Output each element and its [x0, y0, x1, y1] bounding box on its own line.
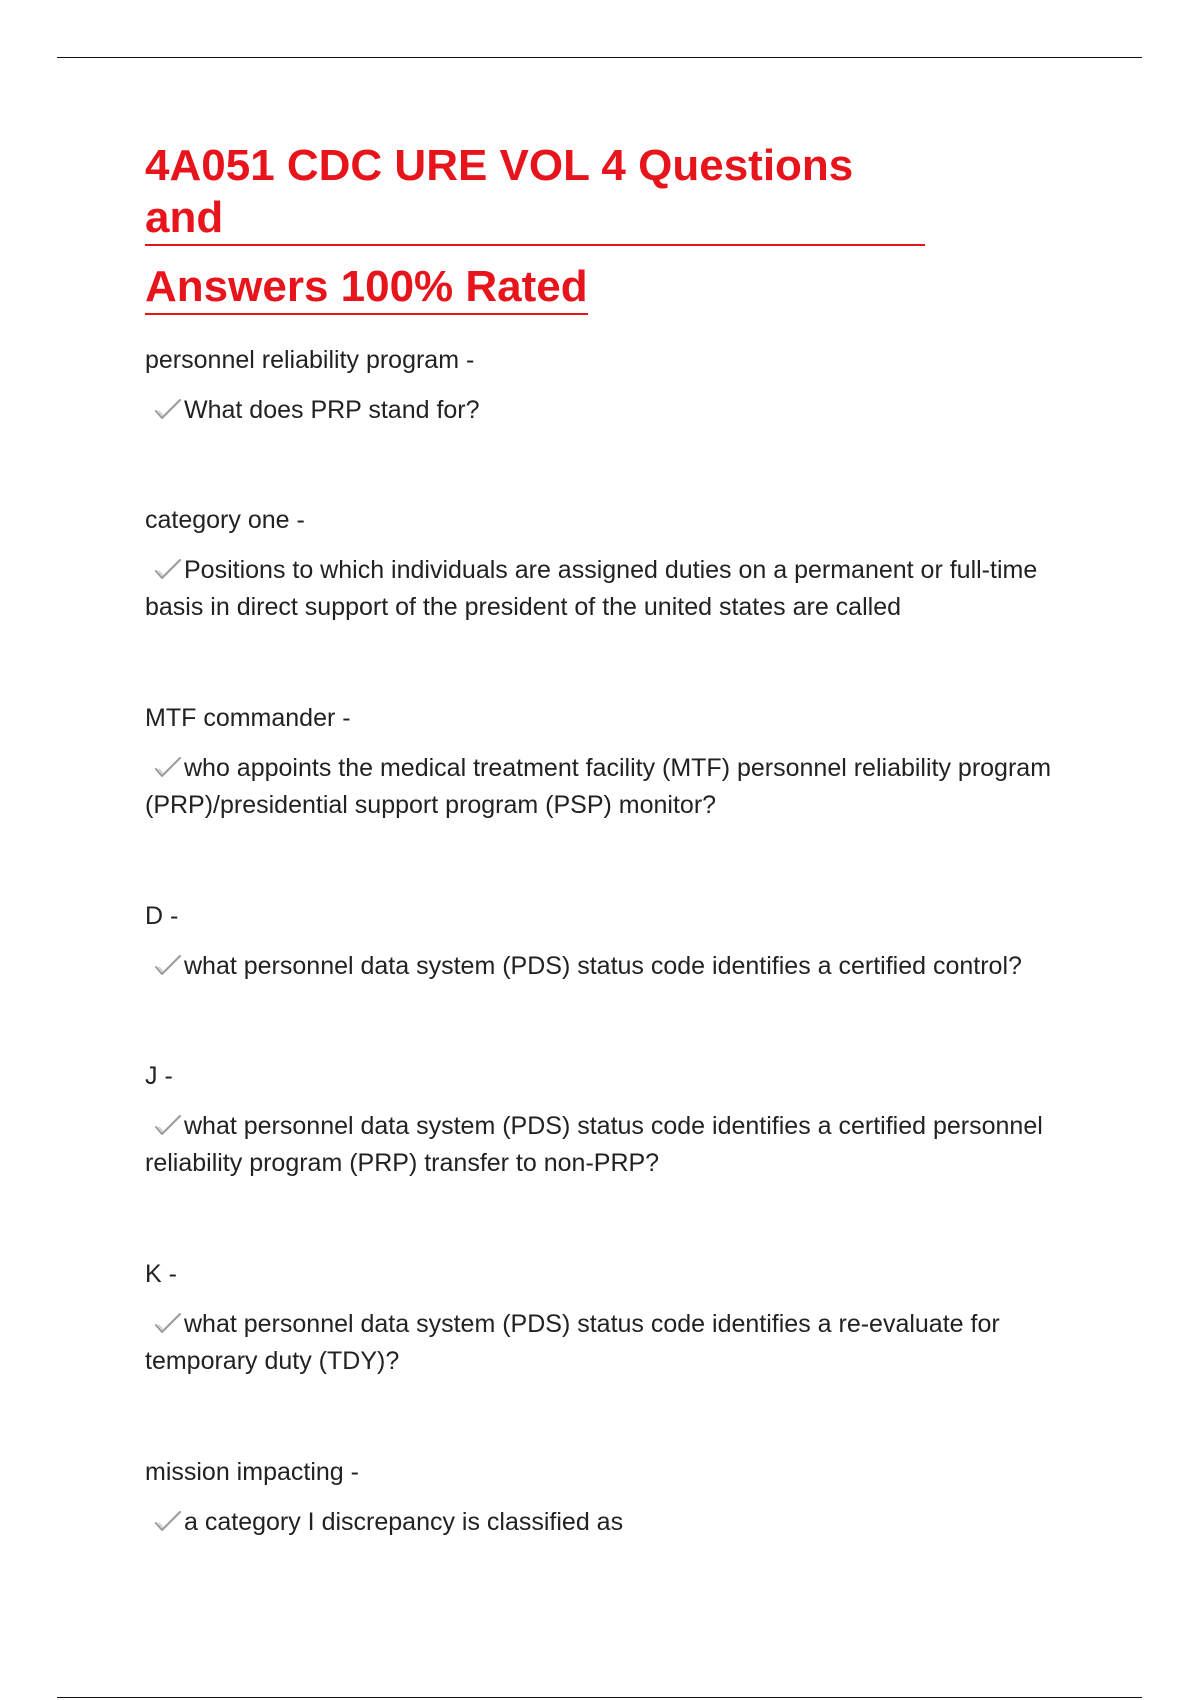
title-line-1: 4A051 CDC URE VOL 4 Questions and: [145, 140, 925, 246]
question-text: [145, 750, 1065, 824]
question-label: what personnel data system (PDS) status code identifies a re-evaluate for temporary duty (TDY)?: [145, 1310, 1000, 1375]
checkmark-icon: [153, 1509, 183, 1533]
question-text: [145, 948, 1065, 985]
checkmark-icon: [153, 1311, 183, 1335]
question-text: [145, 392, 1065, 429]
checkmark-icon: [153, 397, 183, 421]
answer-text: J -: [145, 1062, 173, 1090]
question-text: [145, 1306, 1065, 1380]
question-text: [145, 1108, 1065, 1182]
qa-item: [145, 342, 1065, 429]
qa-item: [145, 1454, 1065, 1541]
checkmark-icon: [153, 557, 183, 581]
question-label: who appoints the medical treatment facility (MTF) personnel reliability program (PRP)/presidential support program (PSP) monitor?: [145, 754, 1052, 819]
question-text: [145, 1504, 1065, 1541]
answer-text: category one -: [145, 506, 305, 534]
answer-text: personnel reliability program -: [145, 346, 475, 374]
checkmark-icon: [153, 755, 183, 779]
answer-text: MTF commander -: [145, 704, 351, 732]
answer-text: K -: [145, 1260, 177, 1288]
answer-text: mission impacting -: [145, 1458, 359, 1486]
question-label: Positions to which individuals are assigned duties on a permanent or full-time basis in direct support of the president of the united states are called: [145, 556, 1038, 621]
qa-item: [145, 898, 1065, 985]
question-text: [145, 552, 1065, 626]
qa-item: [145, 1058, 1065, 1182]
question-label: a category I discrepancy is classified as: [184, 1508, 624, 1536]
question-label: What does PRP stand for?: [184, 396, 480, 424]
bottom-rule: [57, 1697, 1142, 1698]
answer-text: D -: [145, 902, 179, 930]
question-label: what personnel data system (PDS) status code identifies a certified control?: [184, 952, 1022, 980]
checkmark-icon: [153, 1113, 183, 1137]
qa-item: [145, 1256, 1065, 1380]
checkmark-icon: [153, 953, 183, 977]
qa-item: [145, 502, 1065, 626]
question-label: what personnel data system (PDS) status code identifies a certified personnel reliability program (PRP) transfer to non-PRP?: [145, 1112, 1043, 1177]
top-rule: [57, 57, 1142, 58]
qa-item: [145, 700, 1065, 824]
title-line-2: Answers 100% Rated: [145, 261, 588, 315]
document-title: [145, 140, 925, 324]
